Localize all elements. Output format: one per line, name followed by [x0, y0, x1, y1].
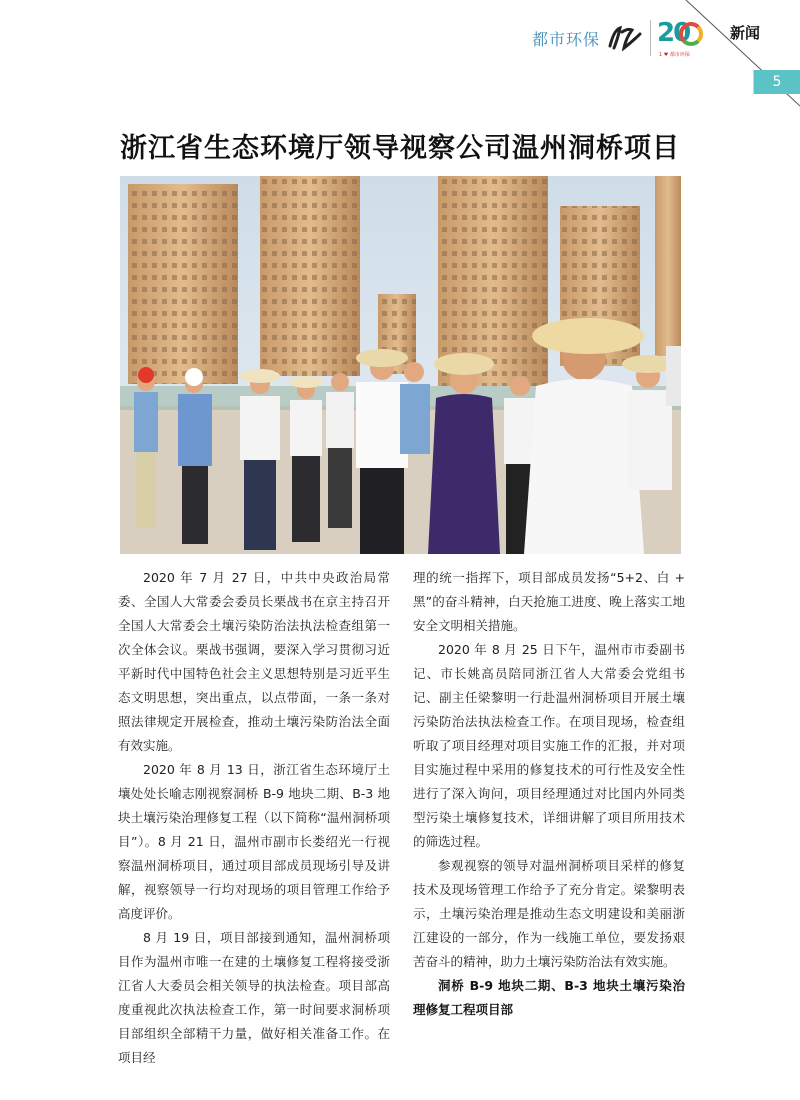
- brand-logo: [532, 24, 644, 52]
- page-header: [0, 0, 800, 110]
- anniversary-logo: [657, 18, 705, 60]
- article-column-right: [413, 566, 685, 1022]
- brand-text: 都市环保: [532, 29, 601, 49]
- article-signature: 洞桥 B-9 地块二期、B-3 地块土壤污染治理修复工程项目部: [413, 978, 685, 1017]
- article-title: 浙江省生态环境厅领导视察公司温州洞桥项目: [120, 133, 680, 164]
- anniversary-number: 20: [657, 18, 690, 48]
- header-separator: [650, 20, 651, 56]
- section-label: 新闻: [730, 24, 761, 42]
- article-photo: [120, 176, 681, 554]
- article-paragraph: 2020 年 8 月 25 日下午，温州市市委副书记、市长姚高员陪同浙江省人大常委会党组书记、副主任梁黎明一行赴温州洞桥项目开展土壤污染防治法执法检查工作。在项目现场，检查组听取了项目经理对项目实施工作的汇报，并对项目实施过程中采用的修复技术的可行性及安全性进行了深入询问，项目经理通过对比国内外同类型污染土壤修复技术，详细讲解了项目所用技术的筛选过程。: [413, 642, 685, 849]
- article-paragraph: 参观视察的领导对温州洞桥项目采样的修复技术及现场管理工作给予了充分肯定。梁黎明表示，土壤污染治理是推动生态文明建设和美丽浙江建设的一部分，作为一线施工单位，要发扬艰苦奋斗的精神，助力土壤污染防治法有效实施。: [413, 858, 685, 969]
- page-number-badge: 5: [754, 70, 800, 94]
- article-column-left: [118, 566, 390, 1070]
- anniversary-ring-icon: [679, 22, 703, 46]
- article-paragraph: 2020 年 7 月 27 日，中共中央政治局常委、全国人大常委会委员长栗战书在京主持召开全国人大常委会土壤污染防治法执法检查组第一次全体会议。栗战书强调，要深入学习贯彻习近平新时代中国特色社会主义思想特别是习近平生态文明思想，突出重点，以点带面，一条一条对照法律规定开展检查，推动土壤污染防治法全面有效实施。: [118, 570, 390, 753]
- article-paragraph: 2020 年 8 月 13 日，浙江省生态环境厅土壤处处长喻志刚视察洞桥 B-9 地块二期、B-3 地块土壤污染治理修复工程（以下简称“温州洞桥项目”）。8 月 21 日，温州市副市长娄绍光一行视察温州洞桥项目，通过项目部成员现场引导及讲解，视察领导一行均对现场的项目管理工作给予高度评价。: [118, 762, 390, 921]
- article-paragraph: 8 月 19 日，项目部接到通知，温州洞桥项目作为温州市唯一在建的土壤修复工程将接受浙江省人大委员会相关领导的执法检查。项目部高度重视此次执法检查工作，第一时间要求洞桥项目部组织全部精干力量，做好相关准备工作。在项目经: [118, 930, 390, 1065]
- article-paragraph: 理的统一指挥下，项目部成员发扬“5+2、白 + 黑”的奋斗精神，白天抢施工进度、晚上落实工地安全文明相关措施。: [413, 570, 685, 633]
- anniversary-subtitle: 1 ♥ 都市环保: [659, 52, 690, 58]
- brand-calligraphy-icon: [606, 24, 644, 52]
- inspection-site-photo: [120, 176, 681, 554]
